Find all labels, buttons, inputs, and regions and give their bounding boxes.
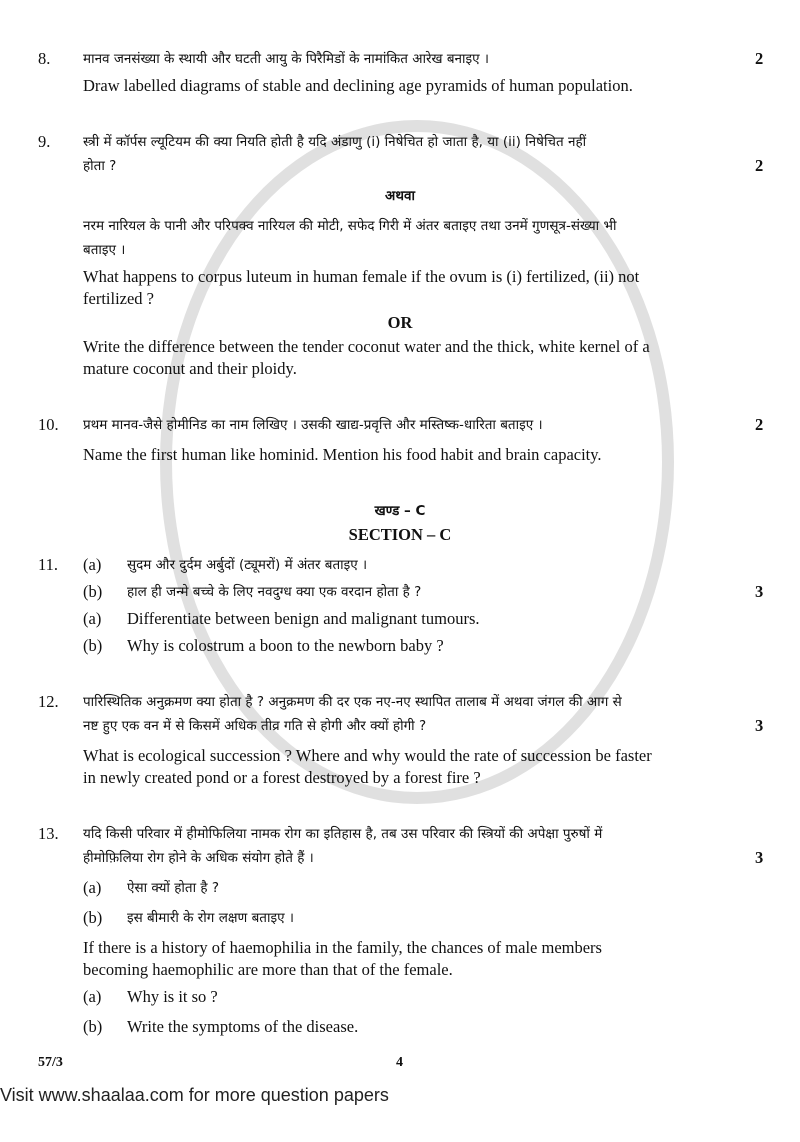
question-number: 10. — [38, 415, 59, 434]
part-text-hindi: हाल ही जन्मे बच्चे के लिए नवदुग्ध क्या एक वरदान होता है ? — [127, 584, 422, 600]
part-label: (a) — [83, 987, 102, 1006]
question-12 — [0, 691, 800, 789]
marks: 2 — [755, 415, 764, 434]
marks: 2 — [755, 156, 764, 175]
page-number: 4 — [396, 1055, 403, 1070]
part-label: (b) — [83, 582, 103, 601]
question-text-english: If there is a history of haemophilia in the family, the chances of male members — [83, 938, 602, 957]
question-9 — [0, 131, 800, 380]
or-label: OR — [387, 313, 413, 332]
page-footer — [0, 1052, 800, 1074]
question-text-english: What happens to corpus luteum in human female if the ovum is (i) fertilized, (ii) not — [83, 267, 640, 286]
part-text-english: Why is colostrum a boon to the newborn baby ? — [127, 636, 444, 655]
question-number: 12. — [38, 692, 59, 711]
alternative-text-english: mature coconut and their ploidy. — [83, 359, 297, 378]
question-text-english: in newly created pond or a forest destroyed by a forest fire ? — [83, 768, 481, 787]
part-text-hindi: सुदम और दुर्दम अर्बुदों (ट्यूमरों) में अंतर बताइए । — [127, 557, 368, 573]
or-label-hindi: अथवा — [385, 188, 415, 204]
marks: 3 — [755, 582, 764, 601]
question-text-hindi: स्त्री में कॉर्पस ल्यूटियम की क्या नियति होती है यदि अंडाणु (i) निषेचित हो जाता है, या (ii) निषेचित नहीं — [83, 134, 587, 150]
question-text-english: What is ecological succession ? Where and why would the rate of succession be faster — [83, 746, 652, 765]
question-10 — [0, 414, 800, 466]
part-text-hindi: ऐसा क्यों होता है ? — [127, 880, 219, 896]
question-text-hindi: यदि किसी परिवार में हीमोफिलिया नामक रोग का इतिहास है, तब उस परिवार की स्त्रियों की अपेक्षा पुरुषों में — [83, 826, 603, 842]
part-label: (b) — [83, 908, 103, 927]
paper-code: 57/3 — [38, 1055, 63, 1070]
question-text-english: becoming haemophilic are more than that of the female. — [83, 960, 453, 979]
footer-link-text[interactable]: Visit www.shaalaa.com for more question papers — [0, 1085, 389, 1105]
question-number: 13. — [38, 824, 59, 843]
question-text-hindi: मानव जनसंख्या के स्थायी और घटती आयु के पिरैमिडों के नामांकित आरेख बनाइए । — [83, 51, 490, 67]
question-11 — [0, 554, 800, 657]
part-text-english: Write the symptoms of the disease. — [127, 1017, 359, 1036]
section-heading: SECTION – C — [348, 525, 452, 544]
part-label: (b) — [83, 636, 103, 655]
alternative-text-english: Write the difference between the tender coconut water and the thick, white kernel of a — [83, 337, 650, 356]
question-text-english: fertilized ? — [83, 289, 154, 308]
part-label: (a) — [83, 878, 102, 897]
section-heading-hindi: खण्ड – C — [374, 503, 426, 519]
question-number: 11. — [38, 555, 59, 574]
question-13 — [0, 823, 800, 1038]
question-text-hindi: नष्ट हुए एक वन में से किसमें अधिक तीव्र गति से होगी और क्यों होगी ? — [83, 718, 427, 734]
part-text-english: Why is it so ? — [127, 987, 218, 1006]
part-label: (a) — [83, 555, 102, 574]
question-text-english: Draw labelled diagrams of stable and declining age pyramids of human population. — [83, 76, 633, 95]
part-label: (a) — [83, 609, 102, 628]
question-8 — [0, 48, 800, 97]
question-text-english: Name the first human like hominid. Mention his food habit and brain capacity. — [83, 445, 602, 464]
question-number: 9. — [38, 132, 51, 151]
question-text-hindi: प्रथम मानव-जैसे होमीनिड का नाम लिखिए । उसकी खाद्य-प्रवृत्ति और मस्तिष्क-धारिता बताइए । — [83, 417, 543, 433]
part-text-hindi: इस बीमारी के रोग लक्षण बताइए । — [127, 910, 294, 926]
alternative-text-hindi: नरम नारियल के पानी और परिपक्व नारियल की मोटी, सफेद गिरी में अंतर बताइए तथा उनमें गुणसूत्र-संख्या भी — [83, 218, 617, 234]
question-text-hindi: हीमोफ़िलिया रोग होने के अधिक संयोग होते हैं । — [83, 850, 314, 866]
question-text-hindi: होता ? — [83, 158, 117, 174]
marks: 3 — [755, 716, 764, 735]
part-text-english: Differentiate between benign and malignant tumours. — [127, 609, 480, 628]
marks: 3 — [755, 848, 764, 867]
marks: 2 — [755, 49, 764, 68]
question-text-hindi: पारिस्थितिक अनुक्रमण क्या होता है ? अनुक्रमण की दर एक नए-नए स्थापित तालाब में अथवा जंगल की आग से — [83, 694, 622, 710]
alternative-text-hindi: बताइए । — [83, 242, 126, 258]
part-label: (b) — [83, 1017, 103, 1036]
section-c-heading — [0, 500, 800, 546]
question-number: 8. — [38, 49, 51, 68]
